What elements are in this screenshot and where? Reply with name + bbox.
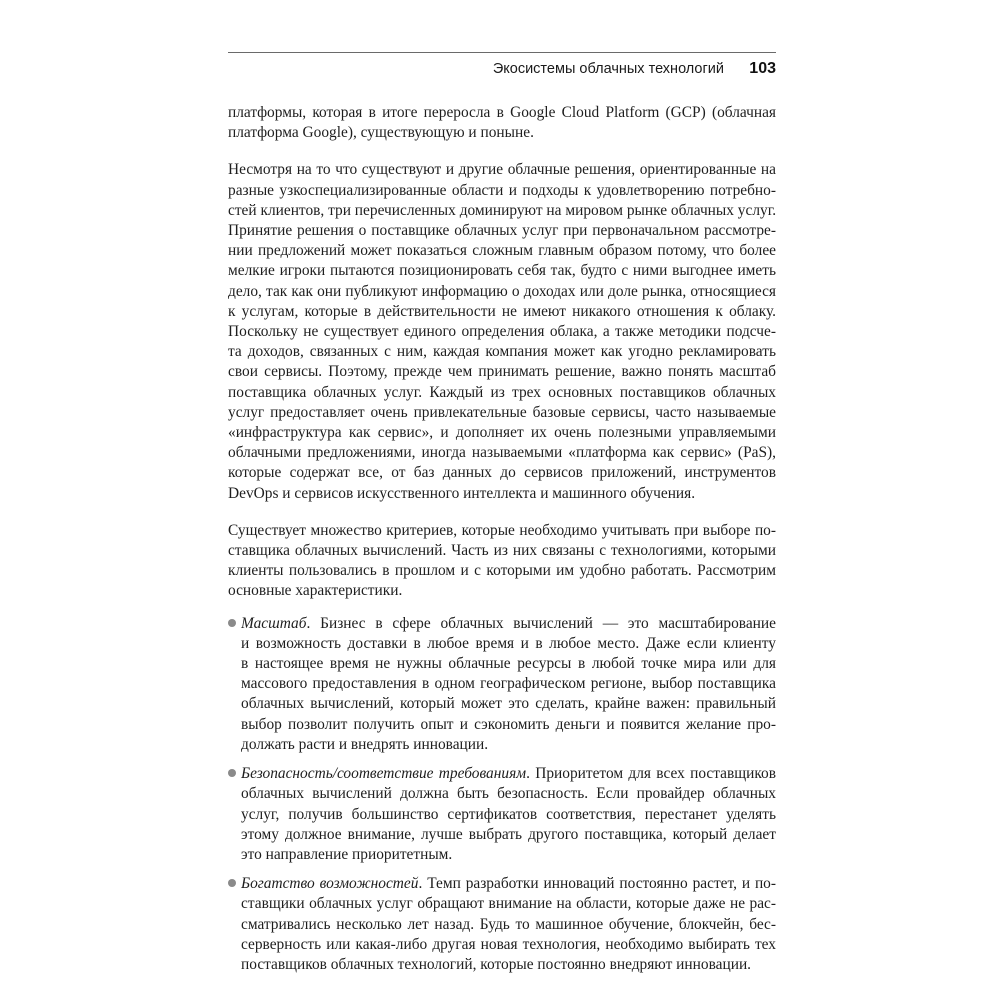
bullet-icon xyxy=(228,769,236,777)
text-line: услуг, получив большинство сертификатов соответствия, перестанет уделять xyxy=(241,805,776,823)
text-line: облачными предложениями, иногда называемыми «платформа как сервис» (PaS), xyxy=(228,444,776,462)
list-item xyxy=(228,764,776,865)
text-line: сматривались несколько лет назад. Будь то машинное обучение, блокчейн, бес- xyxy=(241,915,776,933)
text-line: которые содержат все, от баз данных до сервисов приложений, инструментов xyxy=(228,464,776,482)
paragraph-1 xyxy=(228,103,776,143)
text-line: основные характеристики. xyxy=(228,582,403,600)
text-line: массового предоставления в одном географическом регионе, выбор поставщика xyxy=(241,675,776,693)
text-line: Существует множество критериев, которые необходимо учитывать при выборе по- xyxy=(228,521,776,539)
text-line: Принятие решения о поставщике облачных услуг при первоначальном рассмотре- xyxy=(228,222,776,240)
text-line: нии предложений может показаться сложным главным образом потому, что более xyxy=(228,242,776,260)
text-line xyxy=(241,874,776,894)
bullet-text: . Приоритетом для всех поставщиков xyxy=(526,765,776,783)
running-header-title: Экосистемы облачных технологий xyxy=(492,61,724,77)
body-text xyxy=(228,103,776,984)
text-line: и возможность доставки в любое время и в любое место. Даже если клиенту xyxy=(241,634,776,652)
text-line: стей клиентов, три перечисленных доминируют на мировом рынке облачных услуг. xyxy=(228,201,776,219)
bullet-term: Безопасность/соответствие требованиям xyxy=(241,765,527,783)
text-line: этому должное внимание, лучше выбрать другого поставщика, который делает xyxy=(241,825,776,843)
text-line: услуг предоставляет очень привлекательные базовые сервисы, часто называемые xyxy=(228,403,776,421)
paragraph-3 xyxy=(228,521,776,602)
text-line: в настоящее время не нужны облачные ресурсы в любой точке мира или для xyxy=(241,655,776,673)
text-line: должать расти и внедрять инновации. xyxy=(241,735,489,753)
text-line: это направление приоритетным. xyxy=(241,845,453,863)
bullet-icon xyxy=(228,879,236,887)
text-line: выбор позволит получить опыт и сэкономить деньги и появится желание про- xyxy=(241,715,776,733)
text-line: мелкие игроки пытаются позиционировать себя так, будто с ними выгоднее иметь xyxy=(228,262,776,280)
text-line: та доходов, связанных с ним, каждая компания может как угодно рекламировать xyxy=(228,343,776,361)
text-line: к услугам, которые в действительности не имеют никакого отношения к облаку. xyxy=(228,302,776,320)
text-line: свои сервисы. Поэтому, прежде чем принимать решение, важно понять масштаб xyxy=(228,363,776,381)
text-line: DevOps и сервисов искусственного интеллекта и машинного обучения. xyxy=(228,484,696,502)
text-line: серверность или какая-либо другая новая технология, необходимо выбирать тех xyxy=(241,935,776,953)
text-line: облачных вычислений должна быть безопасность. Если провайдер облачных xyxy=(241,785,776,803)
book-page xyxy=(228,0,776,1000)
text-line xyxy=(241,614,776,634)
text-line: клиенты пользовались в прошлом и с которыми им удобно работать. Рассмотрим xyxy=(228,562,776,580)
text-line: Поскольку не существует единого определения облака, а также методики подсче- xyxy=(228,323,776,341)
bullet-term: Масштаб xyxy=(241,614,307,632)
bullet-text: . Темп разработки инноваций постоянно растет, и по- xyxy=(418,875,776,893)
bullet-icon xyxy=(228,619,236,627)
page-number: 103 xyxy=(749,60,776,77)
list-item xyxy=(228,874,776,975)
text-line: платформы, которая в итоге переросла в Google Cloud Platform (GCP) (облачная xyxy=(228,104,776,121)
text-line: платформа Google), существующую и поныне. xyxy=(228,124,534,142)
text-line: дело, так как они публикуют информацию о доходах или доле рынка, относящиеся xyxy=(228,282,776,300)
text-line xyxy=(241,764,776,784)
list-item xyxy=(228,614,776,755)
bullet-text: . Бизнес в сфере облачных вычислений — это масштабирование xyxy=(306,614,776,632)
text-line: облачных вычислений, который может это сделать, крайне важен: правильный xyxy=(241,695,776,713)
text-line: поставщиков облачных технологий, которые постоянно внедряют инновации. xyxy=(241,955,752,973)
text-line: поставщика облачных услуг. Каждый из трех основных поставщиков облачных xyxy=(228,383,776,401)
running-header xyxy=(228,52,776,83)
text-line: разные узкоспециализированные области и подходы к удовлетворению потребно- xyxy=(228,181,776,199)
text-line: ставщики облачных услуг обращают внимание на области, которые даже не рас- xyxy=(241,895,776,913)
bullet-term: Богатство возможностей xyxy=(241,875,419,893)
text-line: Несмотря на то что существуют и другие облачные решения, ориентированные на xyxy=(228,161,776,179)
text-line: «инфраструктура как сервис», и дополняет их очень полезными управляемыми xyxy=(228,424,776,442)
characteristics-list xyxy=(228,614,776,975)
text-line: ставщика облачных вычислений. Часть из них связаны с технологиями, которыми xyxy=(228,542,776,560)
paragraph-2 xyxy=(228,160,776,503)
